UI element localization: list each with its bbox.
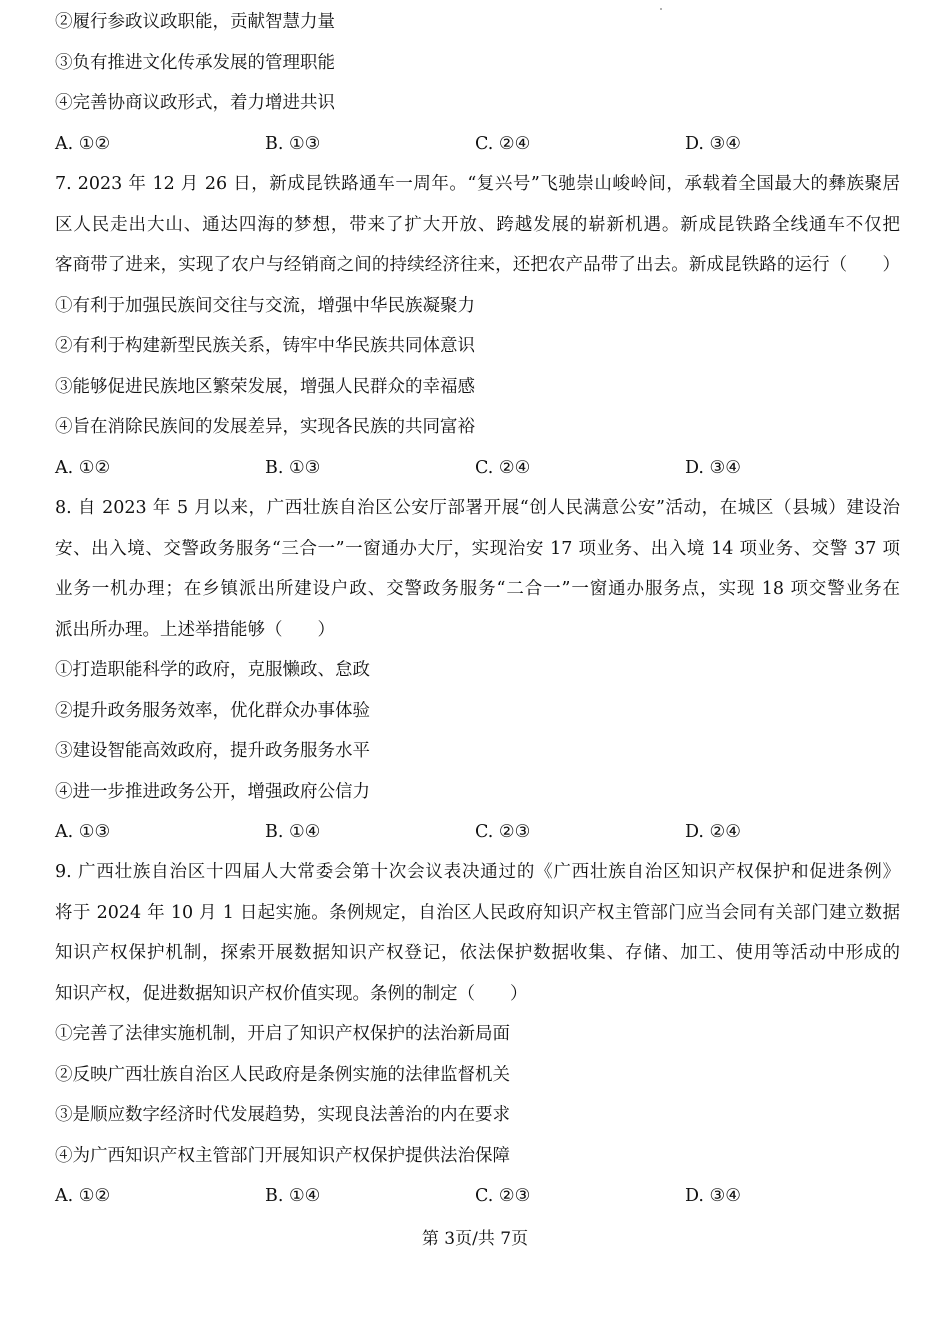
q9-choice-c[interactable]: C. ②③ [475,1186,531,1206]
q6-choice-a[interactable]: A. ①② [55,134,111,154]
q7-choice-a[interactable]: A. ①② [55,458,111,478]
q9-option-3: ③是顺应数字经济时代发展趋势，实现良法善治的内在要求 [55,1105,510,1125]
q6-choice-b[interactable]: B. ①③ [265,134,321,154]
q6-choice-c[interactable]: C. ②④ [475,134,531,154]
q9-choice-d[interactable]: D. ③④ [685,1186,741,1206]
q9-option-1: ①完善了法律实施机制，开启了知识产权保护的法治新局面 [55,1024,510,1044]
q7-option-4: ④旨在消除民族间的发展差异，实现各民族的共同富裕 [55,417,475,437]
q7-option-2: ②有利于构建新型民族关系，铸牢中华民族共同体意识 [55,336,475,356]
q6-choices [55,132,900,156]
q9-stem-line-1: 9. 广西壮族自治区十四届人大常委会第十次会议表决通过的《广西壮族自治区知识产权保护和促进条例》 [55,862,900,882]
q8-choice-c[interactable]: C. ②③ [475,822,531,842]
q8-choice-a[interactable]: A. ①③ [55,822,111,842]
q7-choice-d[interactable]: D. ③④ [685,458,741,478]
q8-stem-line-1: 8. 自 2023 年 5 月以来，广西壮族自治区公安厅部署开展“创人民满意公安”活动，在城区（县城）建设治 [55,498,900,518]
q7-option-1: ①有利于加强民族间交往与交流，增强中华民族凝聚力 [55,296,475,316]
q9-choice-a[interactable]: A. ①② [55,1186,111,1206]
q7-stem-line-2: 区人民走出大山、通达四海的梦想，带来了扩大开放、跨越发展的崭新机遇。新成昆铁路全线通车不仅把 [55,215,900,235]
q7-option-3: ③能够促进民族地区繁荣发展，增强人民群众的幸福感 [55,377,475,397]
q8-option-1: ①打造职能科学的政府，克服懒政、怠政 [55,660,370,680]
q6-choice-d[interactable]: D. ③④ [685,134,741,154]
q6-option-2: ②履行参政议政职能，贡献智慧力量 [55,12,335,32]
q7-stem-line-3: 客商带了进来，实现了农户与经销商之间的持续经济往来，还把农产品带了出去。新成昆铁路的运行（ ） [55,255,900,275]
q9-stem-line-3: 知识产权保护机制，探索开展数据知识产权登记，依法保护数据收集、存储、加工、使用等活动中形成的 [55,943,900,963]
q8-option-3: ③建设智能高效政府，提升政务服务水平 [55,741,370,761]
q9-option-4: ④为广西知识产权主管部门开展知识产权保护提供法治保障 [55,1146,510,1166]
q7-stem-line-1: 7. 2023 年 12 月 26 日，新成昆铁路通车一周年。“复兴号”飞驰崇山峻岭间，承载着全国最大的彝族聚居 [55,174,900,194]
q8-stem-line-2: 安、出入境、交警政务服务“三合一”一窗通办大厅，实现治安 17 项业务、出入境 14 项业务、交警 37 项 [55,539,900,559]
q8-choices [55,820,900,844]
q7-choice-b[interactable]: B. ①③ [265,458,321,478]
q7-choice-c[interactable]: C. ②④ [475,458,531,478]
q8-stem-line-3: 业务一机办理；在乡镇派出所建设户政、交警政务服务“二合一”一窗通办服务点，实现 18 项交警业务在 [55,579,900,599]
q8-stem-line-4: 派出所办理。上述举措能够（ ） [55,620,335,640]
q8-option-2: ②提升政务服务效率，优化群众办事体验 [55,701,370,721]
q6-option-3: ③负有推进文化传承发展的管理职能 [55,53,335,73]
q9-choices [55,1184,900,1208]
q6-option-4: ④完善协商议政形式，着力增进共识 [55,93,335,113]
q9-stem-line-4: 知识产权，促进数据知识产权价值实现。条例的制定（ ） [55,984,528,1004]
q9-option-2: ②反映广西壮族自治区人民政府是条例实施的法律监督机关 [55,1065,510,1085]
page-number: 第 3页/共 7页 [421,1229,529,1249]
q9-stem-line-2: 将于 2024 年 10 月 1 日起实施。条例规定，自治区人民政府知识产权主管部门应当会同有关部门建立数据 [55,903,900,923]
q9-choice-b[interactable]: B. ①④ [265,1186,321,1206]
q8-choice-b[interactable]: B. ①④ [265,822,321,842]
q7-choices [55,456,900,480]
q8-option-4: ④进一步推进政务公开，增强政府公信力 [55,782,370,802]
q8-choice-d[interactable]: D. ②④ [685,822,741,842]
